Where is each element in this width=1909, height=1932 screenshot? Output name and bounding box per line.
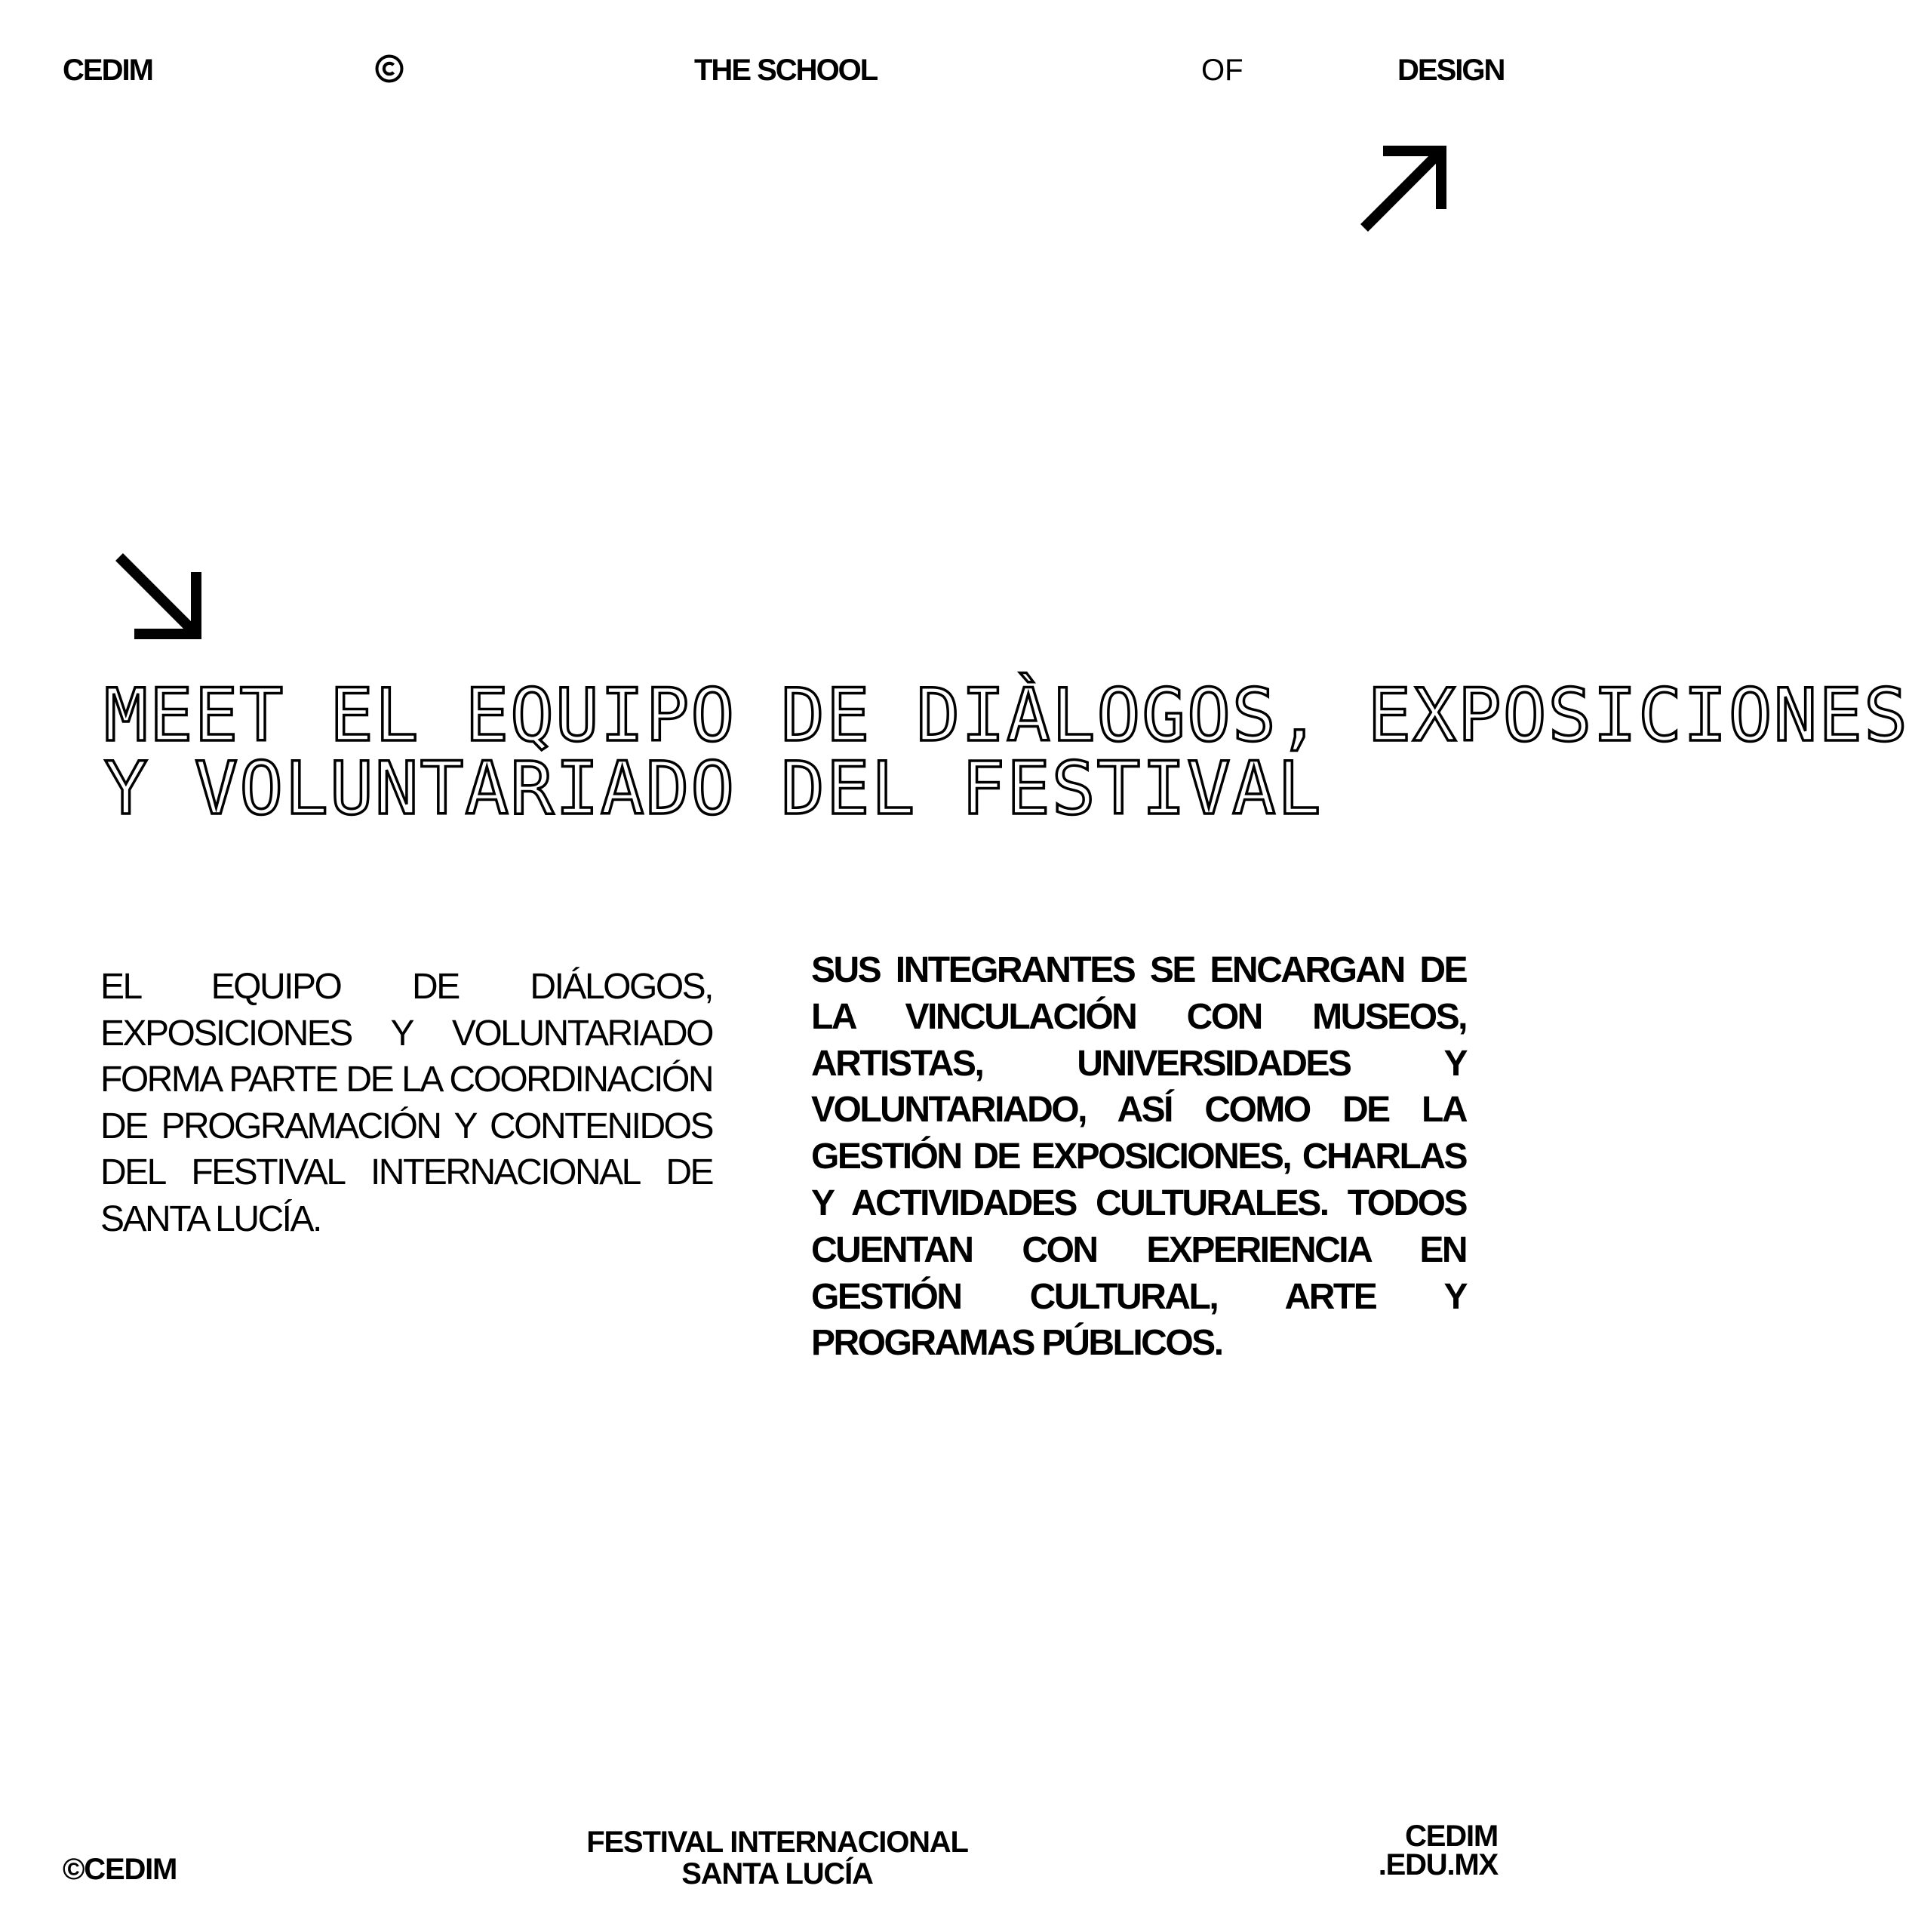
footer-festival (551, 1826, 1004, 1890)
header-of: OF (1201, 54, 1243, 87)
brand-name: CEDIM (63, 54, 152, 87)
heading-line-1: MEET EL EQUIPO DE DIÀLOGOS, EXPOSICIONES (104, 673, 1909, 758)
footer-copyright: ©CEDIM (63, 1853, 177, 1886)
header-design: DESIGN (1397, 54, 1505, 87)
footer-website (1379, 1822, 1498, 1879)
copyright-icon (375, 54, 404, 83)
header-the-school: THE SCHOOL (694, 54, 878, 87)
footer-website-line-2: .EDU.MX (1378, 1848, 1498, 1881)
intro-paragraph: EL EQUIPO DE DIÁLOGOS, EXPOSICIONES Y VOLUNTARIADO FORMA PARTE DE LA COORDINACIÓN DE PROGRAMACIÓN Y CONTENIDOS DEL FESTIVAL INTERNACIONAL DE SANTA LUCÍA. (100, 967, 712, 1239)
arrow-up-right-icon (1357, 145, 1447, 235)
footer-festival-line-1: FESTIVAL INTERNACIONAL (586, 1826, 968, 1859)
description-paragraph: SUS INTEGRANTES SE ENCARGAN DE LA VINCULACIÓN CON MUSEOS, ARTISTAS, UNIVERSIDADES Y VOLUNTARIADO, ASÍ COMO DE LA GESTIÓN DE EXPOSICIONES, CHARLAS Y ACTIVIDADES CULTURALES. TODOS CUENTAN CON EXPERIENCIA EN GESTIÓN CULTURAL, ARTE Y PROGRAMAS PÚBLICOS. (811, 950, 1466, 1364)
footer-festival-line-2: SANTA LUCÍA (681, 1857, 873, 1890)
arrow-down-right-icon (113, 551, 204, 641)
heading-line-2: Y VOLUNTARIADO DEL FESTIVAL (104, 746, 1323, 831)
footer-website-line-1: CEDIM (1405, 1820, 1498, 1853)
section-heading (104, 673, 1909, 831)
